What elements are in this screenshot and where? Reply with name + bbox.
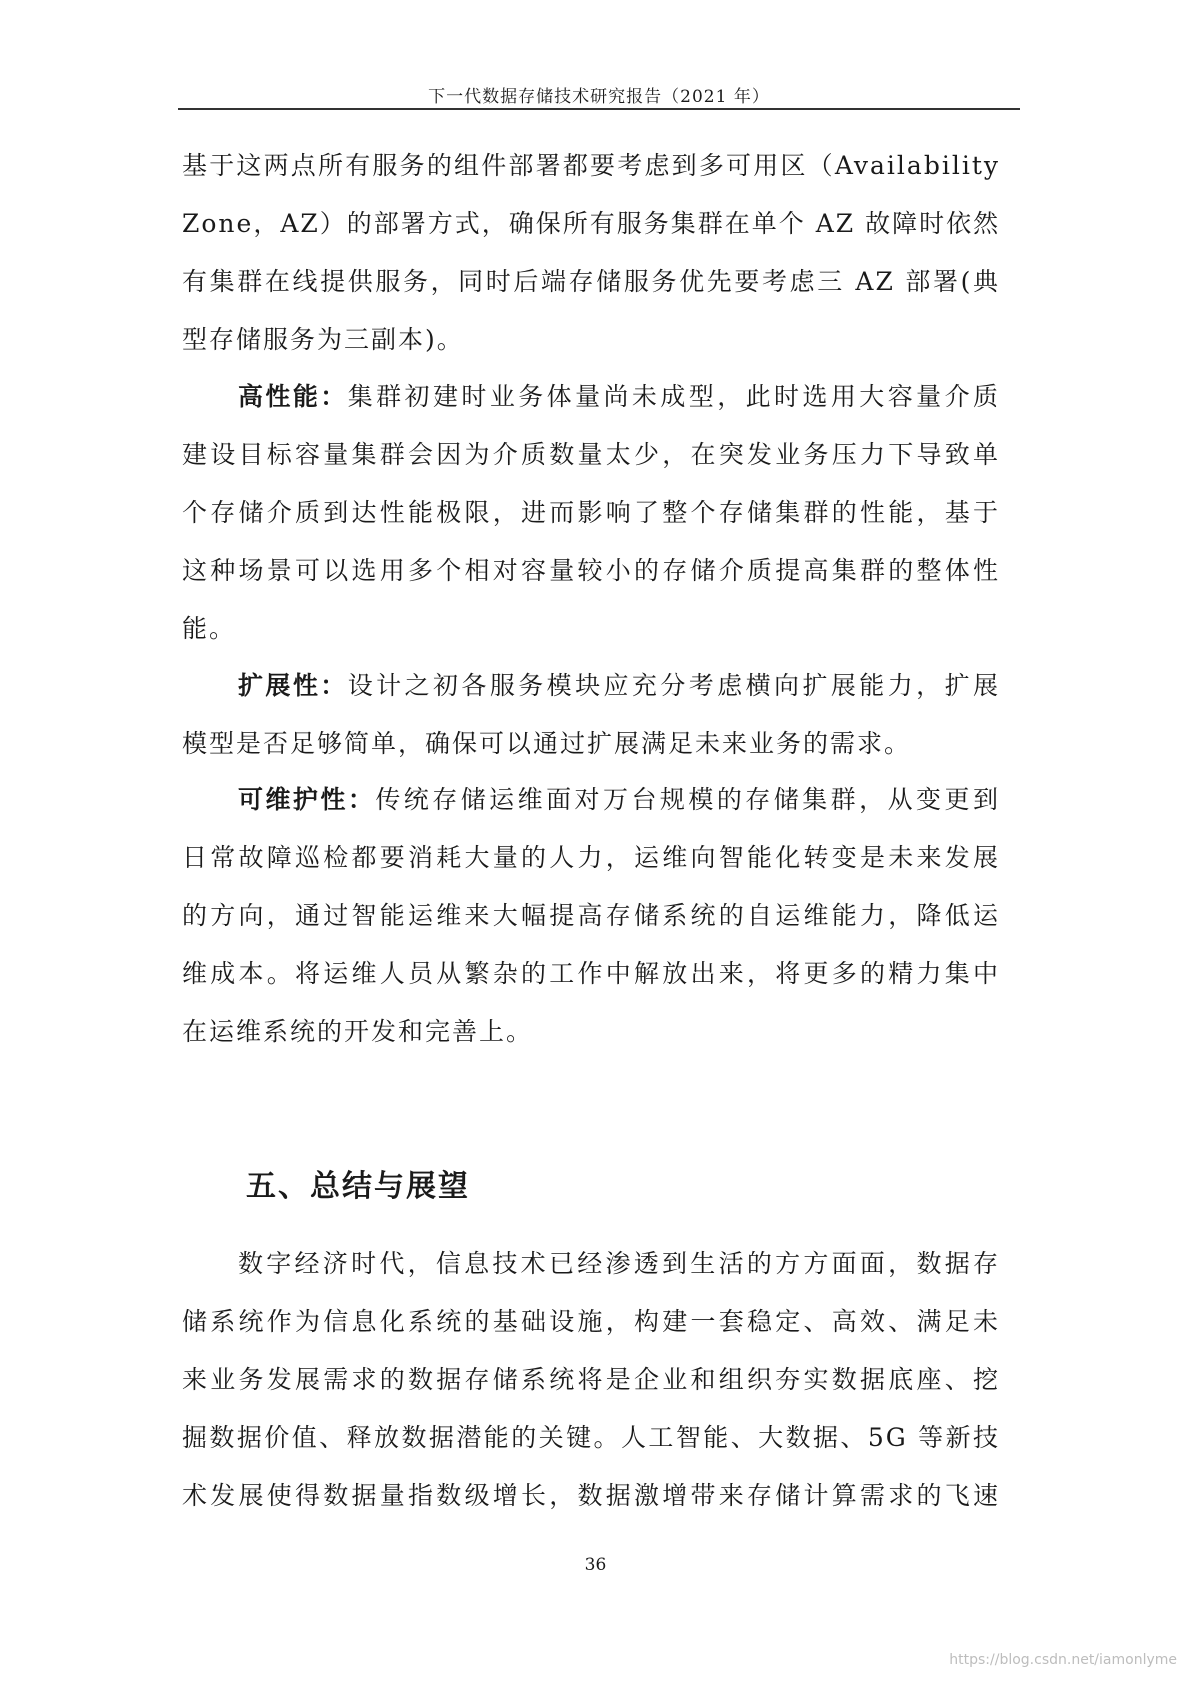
line-text: 集群初建时业务体量尚未成型，此时选用大容量介质	[347, 382, 1000, 411]
text-line: 储系统作为信息化系统的基础设施，构建一套稳定、高效、满足未	[182, 1307, 1000, 1336]
text-line: 型存储服务为三副本)。	[182, 325, 464, 354]
text-line: 数字经济时代，信息技术已经渗透到生活的方方面面，数据存	[238, 1249, 1000, 1278]
text-line	[182, 377, 1000, 417]
text-line: 术发展使得数据量指数级增长，数据激增带来存储计算需求的飞速	[182, 1481, 1000, 1510]
page-number: 36	[584, 1555, 607, 1575]
text-line: Zone，AZ）的部署方式，确保所有服务集群在单个 AZ 故障时依然	[182, 209, 1000, 238]
term-scalability: 扩展性：	[238, 671, 348, 700]
text-line: 能。	[182, 614, 237, 643]
term-maintainability: 可维护性：	[238, 785, 376, 814]
header-rule	[178, 108, 1020, 110]
text-line: 掘数据价值、释放数据潜能的关键。人工智能、大数据、5G 等新技	[182, 1423, 1000, 1452]
watermark: https://blog.csdn.net/iamonlyme	[949, 1652, 1177, 1668]
text-line: 建设目标容量集群会因为介质数量太少，在突发业务压力下导致单	[182, 440, 1000, 469]
running-header: 下一代数据存储技术研究报告（2021 年）	[428, 87, 770, 107]
text-line: 个存储介质到达性能极限，进而影响了整个存储集群的性能，基于	[182, 498, 1000, 527]
text-line: 有集群在线提供服务，同时后端存储服务优先要考虑三 AZ 部署(典	[182, 267, 1000, 296]
text-line: 基于这两点所有服务的组件部署都要考虑到多可用区（Availability	[182, 151, 1000, 180]
text-line: 日常故障巡检都要消耗大量的人力，运维向智能化转变是未来发展	[182, 843, 1000, 872]
text-line: 来业务发展需求的数据存储系统将是企业和组织夯实数据底座、挖	[182, 1365, 1000, 1394]
section-heading: 五、总结与展望	[246, 1169, 470, 1204]
text-line	[182, 780, 1000, 820]
text-line: 的方向，通过智能运维来大幅提高存储系统的自运维能力，降低运	[182, 901, 1000, 930]
line-text: 传统存储运维面对万台规模的存储集群，从变更到	[375, 785, 1000, 814]
text-line: 在运维系统的开发和完善上。	[182, 1017, 534, 1046]
text-line: 维成本。将运维人员从繁杂的工作中解放出来，将更多的精力集中	[182, 959, 1000, 988]
text-line	[182, 666, 1000, 706]
text-line: 这种场景可以选用多个相对容量较小的存储介质提高集群的整体性	[182, 556, 1000, 585]
text-line: 模型是否足够简单，确保可以通过扩展满足未来业务的需求。	[182, 729, 912, 758]
line-text: 设计之初各服务模块应充分考虑横向扩展能力，扩展	[347, 671, 1000, 700]
term-high-performance: 高性能：	[238, 382, 348, 411]
